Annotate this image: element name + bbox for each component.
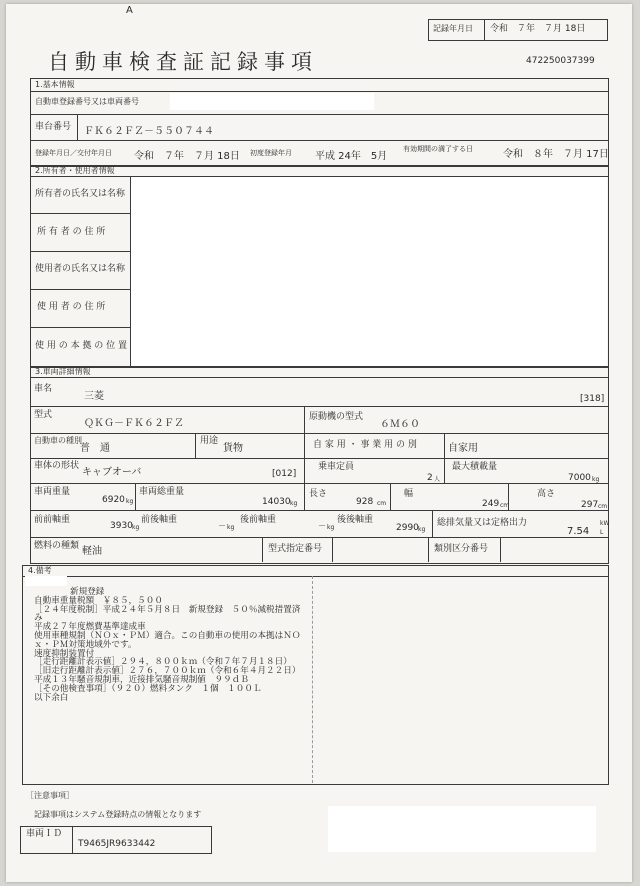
owner-name-label: 所有者の氏名又は名称 — [35, 189, 126, 199]
displacement-unit-l: L — [600, 529, 604, 536]
vehicle-weight-unit: kg — [126, 498, 134, 505]
vehicle-kind-value: 普 通 — [80, 443, 110, 454]
front-rear-axle-label: 前後軸重 — [141, 515, 178, 525]
displacement-label: 総排気量又は定格出力 — [437, 518, 528, 528]
max-load-value: 7000 — [568, 473, 591, 483]
registration-date-label: 登録年月日／交付年月日 — [35, 149, 112, 157]
chassis-number-label: 車台番号 — [35, 122, 72, 132]
remarks-line: ［走行距離計表示値］２９４，８００ｋｍ（令和７年７月１８日） — [34, 657, 292, 668]
length-unit: cm — [377, 500, 387, 507]
rear-rear-axle-value: 2990 — [396, 523, 419, 533]
class-number-label: 類別区分番号 — [434, 544, 489, 554]
remarks-line: み — [34, 613, 43, 624]
use-label: 用途 — [200, 436, 219, 446]
redacted-owner-info — [131, 177, 607, 366]
capacity-value: 2 — [427, 473, 433, 483]
business-type-value: 自家用 — [448, 443, 478, 454]
business-type-label: 自 家 用 ・ 事 業 用 の 別 — [313, 440, 417, 450]
front-rear-axle-unit: kg — [227, 524, 235, 531]
total-weight-label: 車両総重量 — [139, 487, 185, 497]
width-label: 幅 — [404, 489, 414, 499]
rear-rear-axle-unit: kg — [418, 526, 426, 533]
remarks-line: 平成１３年騒音規制車，近接排気騒音規制値 ９９ｄＢ — [34, 674, 249, 685]
height-unit: cm — [598, 503, 608, 510]
user-address-label: 使 用 者 の 住 所 — [37, 302, 106, 312]
vehicle-id-value: T9465JR9633442 — [78, 839, 156, 849]
owner-address-label: 所 有 者 の 住 所 — [37, 227, 106, 237]
rear-front-axle-value: － — [318, 521, 326, 530]
record-date-label: 記録年月日 — [433, 24, 473, 33]
fuel-type-label: 燃料の種類 — [34, 541, 80, 551]
front-front-axle-label: 前前軸重 — [34, 515, 71, 525]
remarks-line: 平成２７年度燃費基準達成車 — [34, 622, 146, 633]
model-label: 型式 — [34, 410, 53, 420]
remarks-line: 速度抑制装置付 — [34, 648, 95, 659]
vehicle-weight-value: 6920 — [102, 495, 125, 505]
remarks-text — [34, 588, 300, 702]
document-number: 472250037399 — [526, 56, 595, 66]
front-front-axle-unit: kg — [132, 524, 140, 531]
rear-front-axle-unit: kg — [327, 524, 335, 531]
record-date-value: 令和 ７年 ７月 18日 — [490, 24, 586, 34]
vehicle-kind-label: 自動車の種別 — [34, 436, 82, 445]
car-name-code: [318] — [580, 394, 605, 404]
total-weight-unit: kg — [290, 500, 298, 507]
displacement-value: 7.54 — [567, 526, 590, 537]
body-shape-value: キャブオーバ — [82, 467, 142, 478]
vehicle-details-header: 3.車両詳細情報 — [35, 367, 91, 376]
user-name-label: 使用者の氏名又は名称 — [35, 264, 126, 274]
chassis-number-value: ＦＫ６２ＦＺ－５５０７４４ — [84, 126, 214, 137]
length-label: 長さ — [309, 489, 328, 499]
type-designation-label: 型式指定番号 — [268, 544, 323, 554]
height-label: 高さ — [537, 489, 556, 499]
max-load-label: 最大積載量 — [452, 462, 498, 472]
remarks-line: ［旧走行距離計表示値］２７６，７００ｋｍ（令和６年４月２２日） — [34, 666, 301, 677]
capacity-label: 乗車定員 — [318, 462, 355, 472]
capacity-unit: 人 — [434, 476, 441, 483]
total-weight-value: 14030 — [262, 497, 291, 507]
displacement-unit-kw: kW — [600, 520, 610, 527]
owner-user-header: 2.所有者・使用者情報 — [35, 166, 115, 175]
remarks-line: 以下余白 — [34, 692, 69, 703]
engine-model-label: 原動機の型式 — [309, 412, 364, 422]
vehicle-weight-label: 車両重量 — [34, 487, 71, 497]
document-mark: A — [126, 5, 133, 16]
remarks-line: 新規登録 — [70, 587, 105, 597]
height-value: 297 — [581, 500, 599, 510]
front-rear-axle-value: － — [218, 521, 226, 530]
fuel-type-value: 軽油 — [82, 546, 102, 557]
car-name-label: 車名 — [34, 384, 53, 394]
width-unit: cm — [500, 502, 510, 509]
body-shape-code: [012] — [272, 469, 297, 479]
engine-model-value: ６Ｍ６０ — [380, 419, 420, 430]
first-registration-value: 平成 24年 5月 — [315, 151, 388, 162]
car-name-value: 三菱 — [84, 391, 104, 402]
registration-date-value: 令和 ７年 ７月 18日 — [134, 151, 240, 162]
use-value: 貨物 — [223, 443, 243, 454]
remarks-header: 4.備考 — [28, 566, 52, 575]
vehicle-id-label: 車両ＩＤ — [26, 829, 63, 839]
base-location-label: 使 用 の 本 拠 の 位 置 — [35, 341, 128, 351]
rear-front-axle-label: 後前軸重 — [240, 515, 277, 525]
body-shape-label: 車体の形状 — [34, 461, 80, 471]
first-registration-label: 初度登録年月 — [250, 149, 292, 157]
notes-text: 記録事項はシステム登録時点の情報となります — [34, 810, 202, 819]
expiry-date-label: 有効期間の満了する日 — [403, 145, 473, 153]
rear-rear-axle-label: 後後軸重 — [337, 515, 374, 525]
model-value: ＱＫＧ－ＦＫ６２ＦＺ — [84, 418, 184, 429]
document-title: 自動車検査証記録事項 — [48, 50, 318, 74]
remarks-line: 自動車重量税額 ￥８５，５００ — [34, 595, 163, 606]
redacted-remarks-prefix — [25, 576, 67, 586]
notes-header: ［注意事項］ — [26, 791, 74, 800]
remarks-line: ［その他検査事項］（９２０）燃料タンク １個 １００Ｌ — [34, 683, 262, 694]
width-value: 249 — [482, 499, 500, 509]
expiry-date-value: 令和 ８年 ７月 17日 — [503, 149, 609, 160]
registration-number-label: 自動車登録番号又は車両番号 — [35, 97, 139, 106]
remarks-line: 使用車種規制（ＮＯｘ・ＰＭ）適合。この自動車の使用の本拠はＮＯ — [34, 630, 301, 641]
remarks-line: ［２４年度税制］平成２４年５月８日 新規登録 ５０％減税措置済 — [34, 604, 301, 615]
length-value: 928 — [356, 497, 374, 507]
max-load-unit: kg — [592, 476, 600, 483]
front-front-axle-value: 3930 — [110, 521, 133, 531]
basic-info-header: 1.基本情報 — [35, 80, 75, 89]
redacted-registration-number — [170, 93, 374, 110]
redacted-bottom-area — [328, 806, 596, 852]
remarks-line: ｘ・ＰＭ対策地域外です。 — [34, 639, 137, 650]
